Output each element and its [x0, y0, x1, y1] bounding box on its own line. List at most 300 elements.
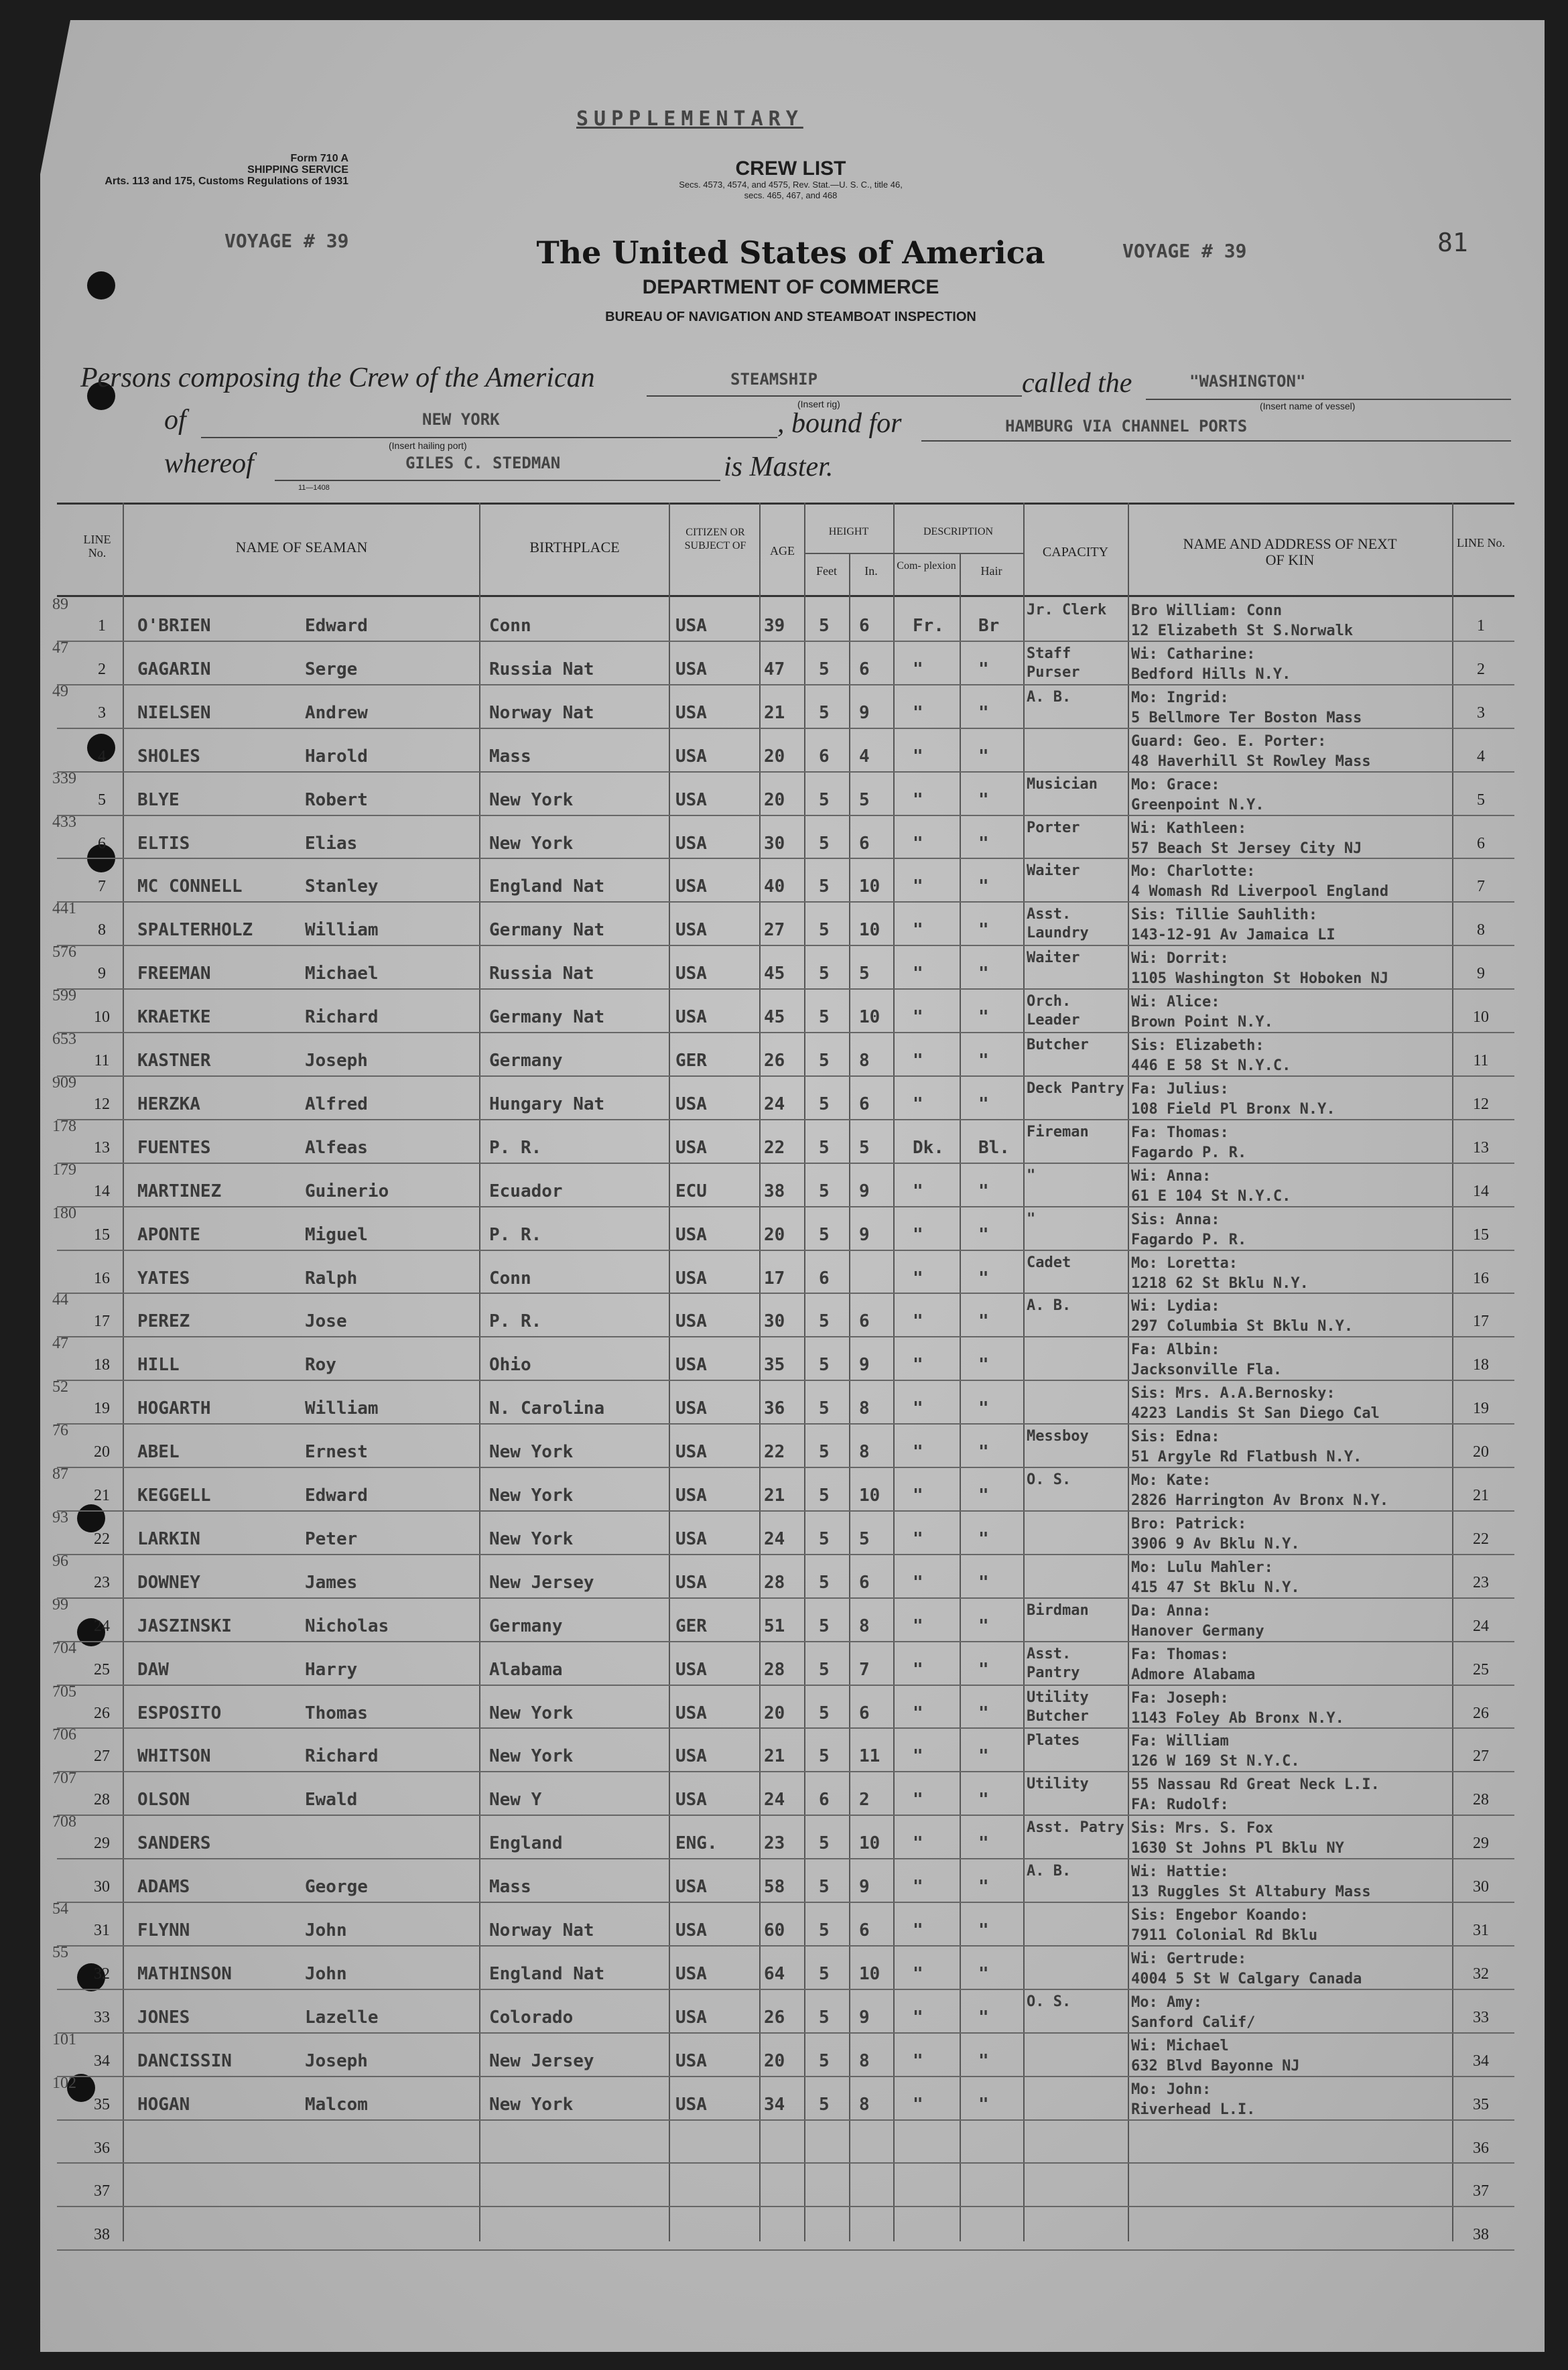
age: 39 — [764, 616, 785, 636]
margin-note-number: 704 — [52, 1640, 76, 1657]
next-of-kin-address: 1630 St Johns Pl Bklu NY — [1131, 1840, 1344, 1857]
birthplace: New York — [489, 1442, 574, 1462]
capacity: O. S. — [1027, 1471, 1071, 1488]
seaman-given-name: William — [305, 1398, 379, 1419]
line-number: 7 — [98, 878, 106, 895]
citizenship: USA — [675, 1877, 707, 1897]
complexion: " — [913, 1442, 923, 1462]
line-number: 30 — [94, 1878, 110, 1896]
hair: " — [978, 1355, 989, 1375]
line-number: 33 — [94, 2009, 110, 2026]
height-feet: 5 — [819, 1007, 830, 1027]
margin-note-number: 99 — [52, 1596, 68, 1614]
is-master-label: is Master. — [724, 452, 834, 482]
col-divider — [123, 503, 124, 2241]
age: 24 — [764, 1529, 785, 1549]
citizenship: USA — [675, 616, 707, 636]
hair: " — [978, 1920, 989, 1940]
line-number: 14 — [94, 1183, 110, 1200]
port-caption: (Insert hailing port) — [389, 440, 467, 451]
seaman-surname: OLSON — [137, 1790, 190, 1810]
height-feet: 6 — [819, 746, 830, 767]
citizenship: USA — [675, 1746, 707, 1766]
margin-note-number: 54 — [52, 1900, 68, 1918]
seaman-given-name: Ralph — [305, 1268, 358, 1289]
next-of-kin-name: Fa: Julius: — [1131, 1081, 1229, 1098]
next-of-kin-address: 2826 Harrington Av Bronx N.Y. — [1131, 1492, 1389, 1509]
seaman-given-name: Joseph — [305, 1051, 368, 1071]
next-of-kin-address: Admore Alabama — [1131, 1666, 1256, 1683]
margin-note-number: 47 — [52, 1335, 68, 1352]
next-of-kin-name: 55 Nassau Rd Great Neck L.I. — [1131, 1776, 1380, 1793]
line-number-right: 18 — [1473, 1356, 1489, 1374]
height-inches: 11 — [859, 1746, 880, 1766]
height-inches: 8 — [859, 1616, 870, 1636]
rig-line — [647, 395, 1022, 397]
next-of-kin-address: 126 W 169 St N.Y.C. — [1131, 1753, 1300, 1770]
line-number-right: 7 — [1477, 878, 1485, 895]
form-service: SHIPPING SERVICE — [247, 164, 348, 176]
line-number-right: 6 — [1477, 835, 1485, 852]
birthplace: Conn — [489, 616, 531, 636]
margin-note-number: 339 — [52, 770, 76, 787]
citizenship: USA — [675, 2095, 707, 2115]
height-inches: 6 — [859, 616, 870, 636]
next-of-kin-name: Sis: Tillie Sauhlith: — [1131, 907, 1318, 923]
next-of-kin-name: Wi: Gertrude: — [1131, 1951, 1247, 1967]
hair: " — [978, 1007, 989, 1027]
persons-label: Persons composing the Crew of the American — [80, 363, 595, 393]
birthplace: Ohio — [489, 1355, 531, 1375]
col-complexion: Com- plexion — [897, 560, 956, 572]
age: 24 — [764, 1094, 785, 1114]
birthplace: New York — [489, 834, 574, 854]
age: 58 — [764, 1877, 785, 1897]
complexion: " — [913, 1790, 923, 1810]
complexion: " — [913, 1877, 923, 1897]
height-feet: 5 — [819, 964, 830, 984]
age: 36 — [764, 1398, 785, 1419]
age: 17 — [764, 1268, 785, 1289]
seaman-surname: O'BRIEN — [137, 616, 211, 636]
col-capacity: CAPACITY — [1042, 545, 1109, 559]
margin-note-number: 653 — [52, 1031, 76, 1048]
complexion: " — [913, 2007, 923, 2028]
next-of-kin-name: Sis: Engebor Koando: — [1131, 1907, 1309, 1924]
citizenship: USA — [675, 1486, 707, 1506]
height-inches: 9 — [859, 1877, 870, 1897]
next-of-kin-name: Sis: Mrs. A.A.Bernosky: — [1131, 1385, 1335, 1402]
col-birthplace: BIRTHPLACE — [529, 539, 620, 555]
height-feet: 5 — [819, 2007, 830, 2028]
seaman-surname: ABEL — [137, 1442, 180, 1462]
age: 20 — [764, 2051, 785, 2071]
age: 30 — [764, 834, 785, 854]
height-inches: 6 — [859, 1311, 870, 1331]
line-number: 29 — [94, 1835, 110, 1852]
next-of-kin-name: Sis: Mrs. S. Fox — [1131, 1820, 1273, 1837]
line-number: 32 — [94, 1965, 110, 1983]
seaman-surname: DOWNEY — [137, 1573, 200, 1593]
next-of-kin-name: Mo: Grace: — [1131, 777, 1220, 793]
line-number-right: 11 — [1473, 1052, 1489, 1069]
hair: " — [978, 1181, 989, 1201]
line-number: 37 — [94, 2182, 110, 2200]
next-of-kin-name: Mo: Amy: — [1131, 1994, 1202, 2011]
line-number: 19 — [94, 1400, 110, 1417]
rig-value: STEAMSHIP — [730, 370, 818, 389]
capacity: Staff Purser — [1027, 645, 1080, 681]
age: 45 — [764, 964, 785, 984]
complexion: " — [913, 1225, 923, 1245]
seaman-given-name: Guinerio — [305, 1181, 389, 1201]
line-number: 17 — [94, 1313, 110, 1330]
line-number-right: 1 — [1477, 617, 1485, 635]
port-line — [201, 437, 777, 438]
birthplace: New York — [489, 1703, 574, 1723]
height-inches: 10 — [859, 1833, 880, 1853]
birthplace: New York — [489, 790, 574, 810]
seaman-given-name: John — [305, 1920, 347, 1940]
line-number: 5 — [98, 791, 106, 809]
birthplace: England Nat — [489, 876, 605, 897]
citizenship: USA — [675, 1703, 707, 1723]
complexion: " — [913, 1398, 923, 1419]
hair: " — [978, 1616, 989, 1636]
height-feet: 5 — [819, 1225, 830, 1245]
hair: " — [978, 746, 989, 767]
line-number-right: 38 — [1473, 2226, 1489, 2243]
next-of-kin-name: Mo: Kate: — [1131, 1472, 1212, 1489]
age: 20 — [764, 1225, 785, 1245]
seaman-surname: SANDERS — [137, 1833, 211, 1853]
birthplace: Germany Nat — [489, 920, 605, 940]
line-number-right: 29 — [1473, 1835, 1489, 1852]
line-number-right: 36 — [1473, 2139, 1489, 2157]
next-of-kin-name: Wi: Kathleen: — [1131, 820, 1247, 837]
height-feet: 5 — [819, 1138, 830, 1158]
age: 27 — [764, 920, 785, 940]
next-of-kin-address: 446 E 58 St N.Y.C. — [1131, 1057, 1291, 1074]
next-of-kin-name: Guard: Geo. E. Porter: — [1131, 733, 1327, 750]
hair: " — [978, 703, 989, 723]
citizenship: USA — [675, 1920, 707, 1940]
hair: " — [978, 659, 989, 679]
line-number: 12 — [94, 1096, 110, 1113]
complexion: Fr. — [913, 616, 944, 636]
height-feet: 5 — [819, 790, 830, 810]
col-divider — [759, 503, 761, 2241]
margin-note-number: 76 — [52, 1422, 68, 1439]
line-number-right: 27 — [1473, 1748, 1489, 1765]
line-number: 4 — [98, 748, 106, 765]
seaman-surname: BLYE — [137, 790, 180, 810]
seaman-given-name: Elias — [305, 834, 358, 854]
capacity: Asst. Laundry — [1027, 906, 1089, 941]
citizenship: USA — [675, 1529, 707, 1549]
capacity: Cadet — [1027, 1254, 1071, 1271]
line-number: 21 — [94, 1487, 110, 1504]
capacity: Porter — [1027, 819, 1080, 836]
birthplace: P. R. — [489, 1225, 542, 1245]
capacity: Utility Butcher — [1027, 1689, 1089, 1725]
line-number-right: 12 — [1473, 1096, 1489, 1113]
height-feet: 5 — [819, 1833, 830, 1853]
margin-note-number: 708 — [52, 1813, 76, 1831]
next-of-kin-name: Bro William: Conn — [1131, 602, 1283, 619]
line-number-right: 31 — [1473, 1922, 1489, 1939]
form-number: Form 710 A — [290, 153, 348, 164]
description-subrule — [893, 553, 1023, 554]
next-of-kin-address: 297 Columbia St Bklu N.Y. — [1131, 1318, 1354, 1335]
height-feet: 5 — [819, 876, 830, 897]
col-description: DESCRIPTION — [923, 526, 993, 537]
margin-note-number: 96 — [52, 1553, 68, 1570]
hair: " — [978, 1964, 989, 1984]
seaman-given-name: Michael — [305, 964, 379, 984]
height-inches: 6 — [859, 1920, 870, 1940]
birthplace: N. Carolina — [489, 1398, 605, 1419]
vessel-value: "WASHINGTON" — [1189, 372, 1306, 391]
margin-note-number: 52 — [52, 1378, 68, 1396]
height-inches: 8 — [859, 1398, 870, 1419]
margin-note-number: 441 — [52, 900, 76, 917]
height-feet: 5 — [819, 1529, 830, 1549]
hair: " — [978, 964, 989, 984]
hair: " — [978, 1660, 989, 1680]
seaman-surname: FLYNN — [137, 1920, 190, 1940]
height-inches: 6 — [859, 1573, 870, 1593]
seaman-given-name: Robert — [305, 790, 368, 810]
citizenship: USA — [675, 1660, 707, 1680]
line-number-right: 28 — [1473, 1791, 1489, 1808]
age: 45 — [764, 1007, 785, 1027]
citizenship: USA — [675, 1573, 707, 1593]
complexion: " — [913, 1964, 923, 1984]
country-title: The United States of America — [536, 235, 1045, 271]
complexion: " — [913, 746, 923, 767]
seaman-given-name: William — [305, 920, 379, 940]
next-of-kin-address: 108 Field Pl Bronx N.Y. — [1131, 1101, 1335, 1118]
next-of-kin-address: 4004 5 St W Calgary Canada — [1131, 1971, 1362, 1987]
height-inches: 10 — [859, 920, 880, 940]
complexion: " — [913, 1311, 923, 1331]
height-inches: 8 — [859, 2051, 870, 2071]
capacity: Plates — [1027, 1732, 1080, 1749]
citizenship: USA — [675, 964, 707, 984]
next-of-kin-address: 415 47 St Bklu N.Y. — [1131, 1579, 1300, 1596]
next-of-kin-address: 57 Beach St Jersey City NJ — [1131, 840, 1362, 857]
master-line — [275, 480, 720, 481]
height-inches: 4 — [859, 746, 870, 767]
line-number: 27 — [94, 1748, 110, 1765]
statute-line-2: secs. 465, 467, and 468 — [744, 190, 838, 200]
height-inches: 5 — [859, 1529, 870, 1549]
bound-value: HAMBURG VIA CHANNEL PORTS — [1005, 417, 1248, 436]
page-corner-cut — [40, 20, 70, 174]
height-inches: 9 — [859, 1225, 870, 1245]
seaman-surname: KASTNER — [137, 1051, 211, 1071]
master-value: GILES C. STEDMAN — [405, 454, 561, 472]
crew-list-title: CREW LIST — [735, 157, 846, 180]
citizenship: USA — [675, 2051, 707, 2071]
col-age: AGE — [770, 544, 795, 557]
line-number: 3 — [98, 704, 106, 722]
age: 20 — [764, 746, 785, 767]
hair: " — [978, 1703, 989, 1723]
line-number: 35 — [94, 2096, 110, 2113]
seaman-surname: JONES — [137, 2007, 190, 2028]
seaman-given-name: Edward — [305, 616, 368, 636]
seaman-surname: GAGARIN — [137, 659, 211, 679]
col-divider — [849, 553, 850, 2241]
complexion: " — [913, 1529, 923, 1549]
seaman-surname: HOGAN — [137, 2095, 190, 2115]
capacity: Messboy — [1027, 1428, 1089, 1445]
age: 40 — [764, 876, 785, 897]
next-of-kin-name: Sis: Elizabeth: — [1131, 1037, 1264, 1054]
next-of-kin-address: 5 Bellmore Ter Boston Mass — [1131, 710, 1362, 726]
height-feet: 5 — [819, 1877, 830, 1897]
hair: " — [978, 1225, 989, 1245]
line-number-right: 10 — [1473, 1008, 1489, 1026]
height-inches: 9 — [859, 1181, 870, 1201]
seaman-given-name: Nicholas — [305, 1616, 389, 1636]
next-of-kin-name: Fa: William — [1131, 1733, 1229, 1750]
next-of-kin-address: 1105 Washington St Hoboken NJ — [1131, 970, 1389, 987]
age: 60 — [764, 1920, 785, 1940]
row-rule — [57, 2249, 1514, 2251]
margin-note-number: 87 — [52, 1465, 68, 1483]
line-number-right: 37 — [1473, 2182, 1489, 2200]
complexion: " — [913, 1660, 923, 1680]
line-number: 1 — [98, 617, 106, 635]
citizenship: USA — [675, 1964, 707, 1984]
seaman-surname: ELTIS — [137, 834, 190, 854]
birthplace: Alabama — [489, 1660, 563, 1680]
birthplace: England — [489, 1833, 563, 1853]
height-inches: 8 — [859, 1442, 870, 1462]
table-header-rule — [57, 595, 1514, 597]
complexion: " — [913, 1094, 923, 1114]
birthplace: Norway Nat — [489, 1920, 594, 1940]
col-inches: In. — [864, 564, 878, 578]
next-of-kin-address: Jacksonville Fla. — [1131, 1362, 1283, 1378]
hair: " — [978, 1833, 989, 1853]
citizenship: USA — [675, 1007, 707, 1027]
hair: " — [978, 1094, 989, 1114]
complexion: Dk. — [913, 1138, 944, 1158]
citizenship: USA — [675, 1442, 707, 1462]
birthplace: Germany — [489, 1616, 563, 1636]
line-number-right: 2 — [1477, 661, 1485, 678]
citizenship: ENG. — [675, 1833, 718, 1853]
capacity: Utility — [1027, 1776, 1089, 1792]
line-number-right: 24 — [1473, 1618, 1489, 1635]
col-divider — [479, 503, 480, 2241]
col-height: HEIGHT — [828, 526, 869, 537]
citizenship: USA — [675, 876, 707, 897]
seaman-given-name: Andrew — [305, 703, 368, 723]
next-of-kin-address: 4223 Landis St San Diego Cal — [1131, 1405, 1380, 1422]
hair: " — [978, 834, 989, 854]
seaman-surname: SHOLES — [137, 746, 200, 767]
height-inches: 10 — [859, 1964, 880, 1984]
age: 23 — [764, 1833, 785, 1853]
next-of-kin-address: Brown Point N.Y. — [1131, 1014, 1273, 1031]
height-feet: 5 — [819, 1573, 830, 1593]
birthplace: Russia Nat — [489, 659, 594, 679]
called-label: called the — [1022, 368, 1132, 399]
height-feet: 5 — [819, 1181, 830, 1201]
seaman-given-name: Richard — [305, 1746, 379, 1766]
seaman-surname: KEGGELL — [137, 1486, 211, 1506]
margin-note-number: 44 — [52, 1291, 68, 1309]
next-of-kin-name: Wi: Catharine: — [1131, 646, 1256, 663]
seaman-surname: DAW — [137, 1660, 169, 1680]
citizenship: USA — [675, 659, 707, 679]
citizenship: USA — [675, 790, 707, 810]
complexion: " — [913, 964, 923, 984]
complexion: " — [913, 1181, 923, 1201]
seaman-given-name: James — [305, 1573, 358, 1593]
citizenship: USA — [675, 703, 707, 723]
line-number: 24 — [94, 1618, 110, 1635]
seaman-surname: SPALTERHOLZ — [137, 920, 253, 940]
seaman-surname: ESPOSITO — [137, 1703, 222, 1723]
next-of-kin-address: Fagardo P. R. — [1131, 1232, 1247, 1248]
age: 51 — [764, 1616, 785, 1636]
next-of-kin-name: Wi: Michael — [1131, 2038, 1229, 2054]
age: 26 — [764, 2007, 785, 2028]
height-feet: 6 — [819, 1790, 830, 1810]
age: 24 — [764, 1790, 785, 1810]
hair: " — [978, 1051, 989, 1071]
complexion: " — [913, 876, 923, 897]
age: 35 — [764, 1355, 785, 1375]
next-of-kin-name: Mo: Charlotte: — [1131, 863, 1256, 880]
margin-note-number: 47 — [52, 639, 68, 657]
age: 22 — [764, 1442, 785, 1462]
next-of-kin-address: 1218 62 St Bklu N.Y. — [1131, 1275, 1309, 1292]
line-number: 6 — [98, 835, 106, 852]
height-feet: 5 — [819, 2051, 830, 2071]
hair: " — [978, 790, 989, 810]
margin-note-number: 102 — [52, 2075, 76, 2092]
capacity: Waiter — [1027, 949, 1080, 966]
col-next-of-kin: NAME AND ADDRESS OF NEXT OF KIN — [1183, 535, 1397, 568]
line-number-right: 32 — [1473, 1965, 1489, 1983]
height-feet: 6 — [819, 1268, 830, 1289]
capacity: Asst. Pantry — [1027, 1646, 1080, 1681]
complexion: " — [913, 1573, 923, 1593]
col-line-no-right: LINE No. — [1457, 536, 1505, 549]
age: 47 — [764, 659, 785, 679]
next-of-kin-address: 13 Ruggles St Altabury Mass — [1131, 1884, 1371, 1900]
margin-note-number: 178 — [52, 1118, 76, 1135]
whereof-label: whereof — [164, 448, 254, 479]
complexion: " — [913, 2051, 923, 2071]
line-number: 23 — [94, 1574, 110, 1591]
citizenship: GER — [675, 1616, 707, 1636]
seaman-given-name: George — [305, 1877, 368, 1897]
margin-note-number: 101 — [52, 2031, 76, 2048]
hair: " — [978, 2007, 989, 2028]
col-divider — [1023, 503, 1025, 2241]
hair: " — [978, 1398, 989, 1419]
line-number: 26 — [94, 1705, 110, 1722]
height-feet: 5 — [819, 616, 830, 636]
